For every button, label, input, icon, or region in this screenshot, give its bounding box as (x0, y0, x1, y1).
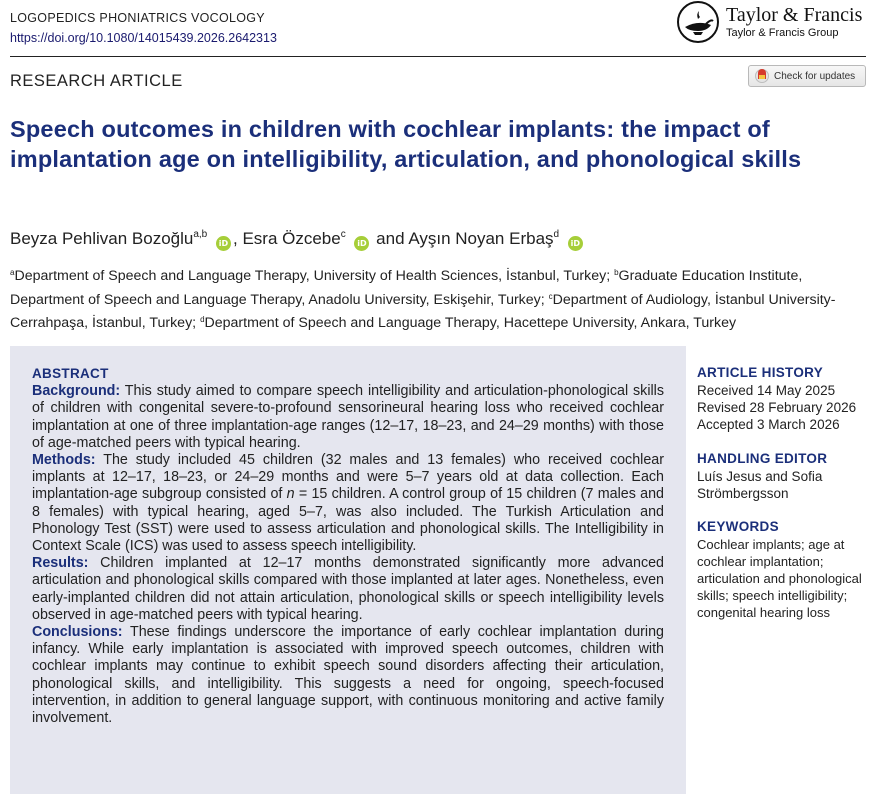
history-accepted: Accepted 3 March 2026 (697, 417, 840, 432)
abstract-conclusions (32, 624, 664, 727)
affiliation-text: Department of Audiology, İstanbul University-Cerrahpaşa, İstanbul, Turkey; (10, 291, 836, 332)
background-label: Background: (32, 383, 121, 400)
article-type: RESEARCH ARTICLE (10, 72, 183, 90)
editor-line-1: Luís Jesus and Sofia (697, 469, 823, 484)
orcid-icon[interactable]: iD (568, 236, 583, 251)
orcid-icon[interactable]: iD (216, 236, 231, 251)
background-text: This study aimed to compare speech intelligibility and articulation-phonological skills of children with congenital severe-to-profound sensorineural hearing loss who received cochlear implantation at one of three implantation-age ranges (12–17, 18–23, and 24–29 months) with those of age-matched peers with typical hearing. (32, 383, 664, 451)
publisher-name: Taylor & Francis (726, 4, 863, 26)
author-affiliation: a,b (193, 229, 208, 240)
abstract-methods (32, 452, 664, 555)
author-name[interactable]: Beyza Pehlivan Bozoğlu (10, 229, 194, 248)
keywords-text: Cochlear implants; age at cochlear implantation; articulation and phonological skills; speech intelligibility; congenital hearing loss (697, 537, 862, 620)
affiliation-marker: c (548, 291, 553, 301)
affiliation-text: Graduate Education Institute, Department of Speech and Language Therapy, Anadolu University, Eskişehir, Turkey; (10, 268, 803, 308)
conclusions-label: Conclusions: (32, 624, 123, 641)
author-name[interactable]: Esra Özcebe (242, 229, 341, 248)
check-updates-icon (755, 69, 769, 83)
publisher-logo[interactable] (676, 0, 876, 46)
article-history (697, 364, 875, 433)
affiliation-text: Department of Speech and Language Therapy, University of Health Sciences, İstanbul, Turkey; (14, 268, 615, 284)
results-label: Results: (32, 555, 89, 572)
results-text: Children implanted at 12–17 months demonstrated significantly more advanced articulation and phonological skills compared with those implanted at later ages. Nonetheless, even early-implanted children did not attain articulation, phonological skills or speech intelligibility levels observed in age-matched peers with typical hearing. (32, 555, 664, 623)
doi-link[interactable]: https://doi.org/10.1080/14015439.2026.2642313 (10, 31, 277, 45)
methods-text-2: = 15 children. A control group of 15 children (7 males and 8 females) with typical hearing, aged 5–7, was also included. The Turkish Articulation and Phonology Test (SST) were used to assess articulation and phonological skills. The Intelligibility in Context Scale (ICS) was used to assess speech intelligibility. (32, 486, 664, 555)
author-affiliation: c (340, 229, 346, 240)
conclusions-text: These findings underscore the importance of early cochlear implantation during infancy. While early implantation is associated with improved speech outcomes, children with cochlear implants may continue to exhibit speech sound disorders affecting their articulation, phonological skills, and intelligibility. This suggests a need for ongoing, speech-focused intervention, in addition to general language support, with continuous monitoring and active family involvement. (32, 624, 664, 727)
handling-editor (697, 450, 875, 502)
article-title: Speech outcomes in children with cochlear implants: the impact of implantation age on intelligibility, articulation, and phonological skills (10, 116, 802, 172)
affiliation-marker: b (614, 268, 619, 277)
affiliation-text: Department of Speech and Language Therapy, Hacettepe University, Ankara, Turkey (204, 315, 737, 332)
header-rule (10, 56, 866, 57)
history-received: Received 14 May 2025 (697, 383, 836, 398)
author-separator: , (232, 229, 243, 248)
journal-name: LOGOPEDICS PHONIATRICS VOCOLOGY (10, 11, 265, 25)
affiliation-marker: d (200, 315, 205, 325)
author-conjunction: and (371, 229, 409, 248)
history-heading: ARTICLE HISTORY (697, 365, 824, 380)
methods-n: n (286, 486, 295, 503)
editor-heading: HANDLING EDITOR (697, 451, 828, 466)
keywords-heading: KEYWORDS (697, 519, 779, 534)
abstract-background (32, 383, 664, 452)
author-list (10, 229, 585, 251)
affiliation-marker: a (10, 268, 15, 277)
affiliations (10, 263, 872, 334)
methods-text: The study included 45 children (32 males and 13 females) who received cochlear implants at 12–17, 18–23, or 24–29 months and were 5–7 years old at data collection. Each implantation-age subgroup consisted of (32, 452, 664, 503)
publisher-group: Taylor & Francis Group (726, 27, 839, 39)
history-revised: Revised 28 February 2026 (697, 400, 857, 415)
author-name[interactable]: Ayşın Noyan Erbaş (408, 229, 554, 248)
abstract-heading: ABSTRACT (32, 366, 109, 381)
lamp-logo-icon (676, 0, 722, 46)
check-for-updates-button[interactable] (748, 65, 866, 87)
keywords (697, 518, 863, 621)
methods-label: Methods: (32, 452, 96, 469)
abstract-box (10, 346, 686, 794)
check-updates-label: Check for updates (774, 70, 856, 82)
editor-line-2: Strömbergsson (697, 486, 789, 501)
orcid-icon[interactable]: iD (354, 236, 369, 251)
author-affiliation: d (553, 229, 560, 240)
abstract-results (32, 555, 664, 624)
